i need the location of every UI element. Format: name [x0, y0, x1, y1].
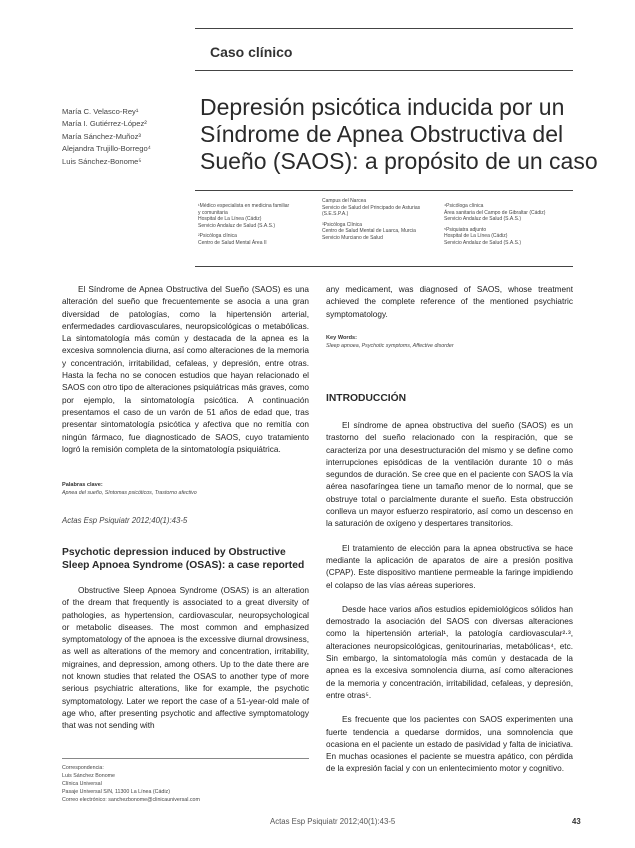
footer-journal: Actas Esp Psiquiatr 2012;40(1):43-5 [270, 817, 396, 826]
affiliation-line: ¹Médico especialista en medicina familiar [198, 203, 290, 209]
affiliation-line: Campus del Narcea [322, 198, 367, 204]
correspondence-line: Clínica Universal [62, 781, 102, 788]
abstract-text: Obstructive Sleep Apnoea Syndrome (OSAS) is an alteration of the dream that frequently is associated to a great diversity of pathologies, as hypertension, cardiovascular, neuropsychological or metabolic diseases. The most common and emphasized symptomatology of the apnoea is the excessive diurnal drowsiness, as well as alterations of the memory and concentration, irritability, migraines, and depression, among others. Up to the date there are not known studies that related the OSAS to another type of more serious psychiatric alterations, like for example, the psychotic symptomatology. Later we report the case of a 51-year-old male of age who, after presenting psychotic and affective symptomatology that was not sending with [62, 586, 309, 731]
section-heading-introduccion: INTRODUCCIÓN [326, 393, 407, 404]
title-line: Depresión psicótica inducida por un [200, 94, 565, 120]
correspondence-line: Pasaje Universal S/N, 11300 La Línea (Cádiz) [62, 789, 170, 796]
abstract-english [62, 585, 309, 733]
author-name: Luis Sánchez-Bonome⁵ [62, 156, 142, 166]
affiliation-rule-bottom [195, 266, 573, 267]
correspondence-line: Correo electrónico: sanchezbonome@clinicauniversal.com [62, 797, 200, 804]
affiliation-line: Área sanitaria del Campo de Gibraltar (Cádiz) [444, 209, 546, 216]
paragraph: El tratamiento de elección para la apnea obstructiva se hace mediante la aplicación de aparatos de aire a presión positiva (CPAP). Este dispositivo mantiene permeable la faringe impidiendo el colapso de las vías aéreas superiores. [326, 543, 573, 590]
affiliation-col-3 [444, 203, 545, 247]
correspondence-line: Luis Sánchez Bonome [62, 773, 116, 780]
correspondence [62, 764, 200, 804]
abstract-text: any medicament, was diagnosed of SAOS, whose treatment achieved the complete reference of the mentioned psychiatric symptomatology. [326, 285, 573, 319]
author-name: Alejandra Trujillo-Borrego⁴ [62, 144, 151, 154]
abstract-english-continued [326, 284, 573, 321]
keywords-text: Apnea del sueño, Síntomas psicóticos, Trastorno afectivo [62, 490, 197, 496]
author-list [62, 106, 151, 168]
keywords-label: Key Words: [326, 335, 357, 341]
affiliation-line: ⁴Psicóloga clínica [444, 203, 484, 209]
affiliation-line: Centro de Salud Mental Área II [198, 239, 267, 246]
article-title [200, 94, 620, 175]
affiliation-line: Centro de Salud Mental de Luarca, Murcia [322, 228, 416, 235]
affiliation-line: Hospital de La Línea (Cádiz) [444, 233, 508, 240]
english-title-line: Psychotic depression induced by Obstructive [62, 547, 286, 558]
affiliation-line: ²Psicóloga clínica [198, 233, 237, 240]
affiliation-line: Servicio Andaluz de Salud (S.A.S.) [444, 239, 521, 246]
author-name: María Sánchez-Muñoz³ [62, 131, 141, 141]
header-rule-top [195, 28, 573, 29]
keywords-label: Palabras clave: [62, 482, 103, 488]
paragraph: El síndrome de apnea obstructiva del sueño (SAOS) es un trastorno del sueño relacionado con la respiración, que se caracteriza por una desestructuración del mismo y se define como interrupciones episódicas de la ventilación durante 10 o más segundos de duración. Se cree que en el paciente con SAOS la vía aérea nasofaríngea tiene un tamaño menor de lo normal, que se obstruye total o parcialmente durante el sueño. Esta obstrucción conlleva un mayor esfuerzo respiratorio, así como un descenso en la saturación de oxígeno y despertares transitorios. [326, 421, 573, 529]
paragraph: Es frecuente que los pacientes con SAOS experimenten una fuerte tendencia a quedarse dormidos, una somnolencia que ocasiona en el paciente un estado de pasividad y falta de iniciativa. En muchas ocasiones el paciente se muestra apático, con pérdida de la expresión facial y con un enlentecimiento motor y cognitivo. [326, 715, 573, 774]
introduction-body [326, 420, 573, 776]
citation: Actas Esp Psiquiatr 2012;40(1):43-5 [62, 516, 188, 525]
section-label: Caso clínico [210, 44, 293, 60]
affiliation-line: Servicio de Salud del Principado de Asturias [322, 204, 421, 211]
affiliation-line: Servicio Murciano de Salud [322, 234, 383, 241]
header-rule-under-section [195, 70, 573, 71]
affiliation-line: Hospital de La Línea (Cádiz) [198, 216, 262, 223]
keywords-text: Sleep apnoea, Psychotic symptoms, Affective disorder [326, 343, 454, 349]
english-title [62, 546, 304, 572]
title-line: Sueño (SAOS): a propósito de un caso [200, 148, 598, 174]
correspondence-rule [62, 758, 309, 759]
affiliation-line: ⁵Psiquiatra adjunto [444, 226, 487, 233]
author-name: María C. Velasco-Rey¹ [62, 107, 139, 116]
keywords-english [326, 335, 573, 349]
affiliation-col-2 [322, 198, 420, 242]
affiliation-line: y comunitaria [198, 209, 228, 216]
affiliation-line: ³Psicóloga Clínica [322, 221, 363, 228]
title-line: Síndrome de Apnea Obstructiva del [200, 121, 564, 147]
author-name: María I. Gutiérrez-López² [62, 119, 147, 129]
affiliation-line: (S.E.S.P.A.) [322, 211, 349, 218]
abstract-text: El Síndrome de Apnea Obstructiva del Sueño (SAOS) es una alteración del sueño que frecuentemente se asocia a una gran diversidad de patologías, como la hipertensión arterial, enfermedades cardiovasculares, neuropsicológicas o metabólicas. La sintomatología más común y destacada de la apnea es la excesiva somnolencia diurna, así como alteraciones de la memoria y concentración, irritabilidad, cefaleas, y depresión, entre otras. Hasta la fecha no se conocen estudios que hayan relacionado el SAOS con otro tipo de alteraciones psiquiátricas más graves, como por ejemplo, la sintomatología psicótica. A continuación presentamos el caso de un varón de 51 años de edad que, tras presentar sintomatología psicótica y afectiva que no remitía con ningún fármaco, fue diagnosticado de SAOS, cuyo tratamiento logró la remisión completa de la sintomatología psiquiátrica. [62, 285, 309, 454]
correspondence-line: Correspondencia: [62, 765, 104, 771]
keywords-spanish [62, 482, 309, 496]
affiliation-line: Servicio Andaluz de Salud (S.A.S.) [198, 222, 275, 229]
affiliation-rule-top [195, 190, 573, 191]
english-title-line: Sleep Apnoea Syndrome (OSAS): a case reported [62, 560, 305, 571]
abstract-spanish [62, 284, 309, 456]
affiliation-col-1 [198, 203, 289, 247]
page-number: 43 [572, 817, 581, 826]
affiliation-line: Servicio Andaluz de Salud (S.A.S.) [444, 216, 521, 223]
paragraph: Desde hace varios años estudios epidemiológicos sólidos han demostrado la asociación del SAOS con diversas alteraciones como la hipertensión arterial¹, la patología cardiovascular²·³, alteraciones neuropsicológicas, genitourinarias, metabólicas⁴, etc. Sin embargo, la sintomatología más común y destacada de la apnea es la excesiva somnolencia diurna, así como alteraciones de la memoria y concentración, irritabilidad, cefaleas, y depresión, entre otras⁵. [326, 604, 573, 700]
